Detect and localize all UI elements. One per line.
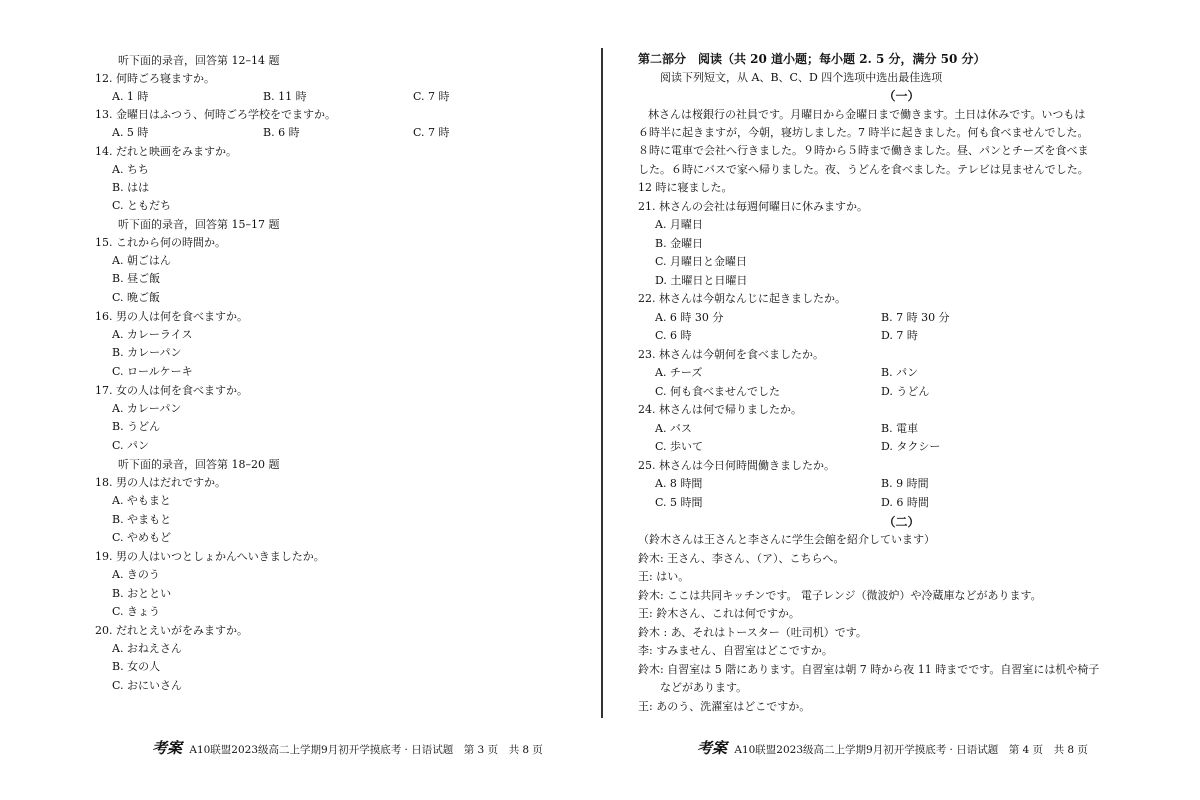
answer-option: D. 7 時: [881, 329, 918, 342]
question-text: 14. だれと映画をみますか。: [95, 145, 237, 158]
question-text: 24. 林さんは何で帰りましたか。: [638, 403, 802, 416]
answer-option: A. おねえさん: [112, 642, 182, 655]
footer-text: A10联盟2023级高二上学期9月初开学摸底考 · 日语试题 第 3 页 共 8 页: [189, 744, 543, 756]
passage-text: 林さんは桜銀行の社員です。月曜日から金曜日まで働きます。土日は休みです。いつもは: [648, 108, 1086, 121]
answer-option: B. 昼ご飯: [112, 272, 161, 285]
answer-option: B. カレーパン: [112, 346, 182, 359]
answer-option: C. 6 時: [655, 329, 692, 342]
answer-option: A. やもまと: [112, 494, 171, 507]
answer-option: C. 晩ご飯: [112, 291, 161, 304]
dialogue-line: 鈴木: ここは共同キッチンです。 電子レンジ（微波炉）や冷蔵庫などがあります。: [638, 589, 1042, 602]
left-page-footer: [152, 737, 543, 758]
question-text: 12. 何時ごろ寝ますか。: [95, 72, 215, 85]
dialogue-line: 王: はい。: [638, 570, 690, 583]
answer-option: C. ともだち: [112, 199, 172, 212]
answer-option: B. おととい: [112, 587, 172, 600]
answer-option: A. カレーパン: [112, 402, 182, 415]
answer-option: A. 8 時間: [655, 477, 703, 490]
right-page-footer: [697, 737, 1088, 758]
question-text: 25. 林さんは今日何時間働きましたか。: [638, 459, 835, 472]
question-text: 21. 林さんの会社は毎週何曜日に休みますか。: [638, 200, 868, 213]
answer-option: C. 月曜日と金曜日: [655, 255, 748, 268]
passage-subheading: （二）: [883, 515, 920, 529]
answer-option: B. 11 時: [263, 90, 307, 103]
dialogue-line: 王: 鈴木さん、これは何ですか。: [638, 607, 800, 620]
dialogue-line: 鈴木: 王さん、李さん、（ア）、こちらへ。: [638, 552, 845, 565]
answer-option: C. 7 時: [413, 90, 450, 103]
question-text: 22. 林さんは今朝なんじに起きましたか。: [638, 292, 846, 305]
footer-text: A10联盟2023级高二上学期9月初开学摸底考 · 日语试题 第 4 页 共 8 页: [734, 744, 1088, 756]
passage-text: などがあります。: [660, 681, 748, 694]
passage-text: ８時に電車で会社へ行きました。９時から５時まで働きました。昼、パンとチーズを食べま: [638, 144, 1089, 157]
brand-logo: 考案: [697, 739, 728, 757]
answer-option: C. 何も食べませんでした: [655, 385, 781, 398]
answer-option: C. やめもど: [112, 531, 172, 544]
answer-option: A. きのう: [112, 568, 160, 581]
passage-text: 12 時に寝ました。: [638, 181, 733, 194]
passage-subheading: （一）: [883, 89, 920, 103]
question-text: 17. 女の人は何を食べますか。: [95, 384, 248, 397]
answer-option: B. 金曜日: [655, 237, 704, 250]
answer-option: B. パン: [881, 366, 919, 379]
dialogue-line: 鈴木 : あ、それはトースター（吐司机）です。: [638, 626, 867, 639]
answer-option: B. やまもと: [112, 513, 172, 526]
section-header: 第二部分 阅读（共 20 道小题；每小题 2. 5 分，满分 50 分）: [638, 52, 986, 66]
answer-option: D. 6 時間: [881, 496, 929, 509]
question-text: 23. 林さんは今朝何を食べましたか。: [638, 348, 824, 361]
passage-text: ６時半に起きますが，今朝，寝坊しました。7 時半に起きました。何も食べませんでした。: [638, 126, 1089, 139]
question-text: 20. だれとえいがをみますか。: [95, 624, 248, 637]
answer-option: B. 女の人: [112, 660, 161, 673]
section-instruction: 听下面的录音，回答第 18–20 题: [118, 458, 280, 471]
dialogue-line: 王: あのう、洗濯室はどこですか。: [638, 700, 811, 713]
section-instruction: 听下面的录音，回答第 15–17 题: [118, 218, 280, 231]
answer-option: C. 歩いて: [655, 440, 704, 453]
answer-option: A. カレーライス: [112, 328, 193, 341]
right-exam-page: [603, 0, 1200, 800]
answer-option: A. 1 時: [112, 90, 149, 103]
answer-option: A. ちち: [112, 163, 149, 176]
answer-option: C. きょう: [112, 605, 161, 618]
answer-option: A. 朝ごはん: [112, 254, 171, 267]
answer-option: B. はは: [112, 181, 150, 194]
passage-text: した。６時にバスで家へ帰りました。夜、うどんを食べました。テレビは見ませんでした。: [638, 163, 1089, 176]
passage-text: 阅读下列短文，从 A、B、C、D 四个选项中选出最佳选项: [660, 71, 943, 84]
answer-option: A. チーズ: [655, 366, 703, 379]
answer-option: B. 電車: [881, 422, 919, 435]
question-text: 15. これから何の時間か。: [95, 236, 226, 249]
answer-option: C. ロールケーキ: [112, 365, 193, 378]
question-text: 16. 男の人は何を食べますか。: [95, 310, 248, 323]
dialogue-line: 鈴木: 自習室は 5 階にあります。自習室は朝 7 時から夜 11 時までです。自習室には机や椅子: [638, 663, 1100, 676]
answer-option: A. バス: [655, 422, 692, 435]
passage-text: （鈴木さんは王さんと李さんに学生会館を紹介しています）: [638, 533, 935, 546]
answer-option: A. 月曜日: [655, 218, 703, 231]
question-text: 19. 男の人はいつとしょかんへいきましたか。: [95, 550, 325, 563]
answer-option: C. おにいさん: [112, 679, 183, 692]
answer-option: D. タクシー: [881, 440, 941, 453]
answer-option: A. 5 時: [112, 126, 149, 139]
brand-logo: 考案: [152, 739, 183, 757]
answer-option: B. 7 時 30 分: [881, 311, 950, 324]
answer-option: C. 7 時: [413, 126, 450, 139]
section-instruction: 听下面的录音，回答第 12–14 题: [118, 54, 280, 67]
answer-option: B. 6 時: [263, 126, 300, 139]
answer-option: D. 土曜日と日曜日: [655, 274, 748, 287]
answer-option: D. うどん: [881, 385, 930, 398]
answer-option: B. うどん: [112, 420, 161, 433]
question-text: 13. 金曜日はふつう、何時ごろ学校をでますか。: [95, 108, 336, 121]
answer-option: B. 9 時間: [881, 477, 929, 490]
answer-option: A. 6 時 30 分: [655, 311, 724, 324]
answer-option: C. パン: [112, 439, 150, 452]
answer-option: C. 5 時間: [655, 496, 703, 509]
dialogue-line: 李: すみません、自習室はどこですか。: [638, 644, 833, 657]
question-text: 18. 男の人はだれですか。: [95, 476, 226, 489]
